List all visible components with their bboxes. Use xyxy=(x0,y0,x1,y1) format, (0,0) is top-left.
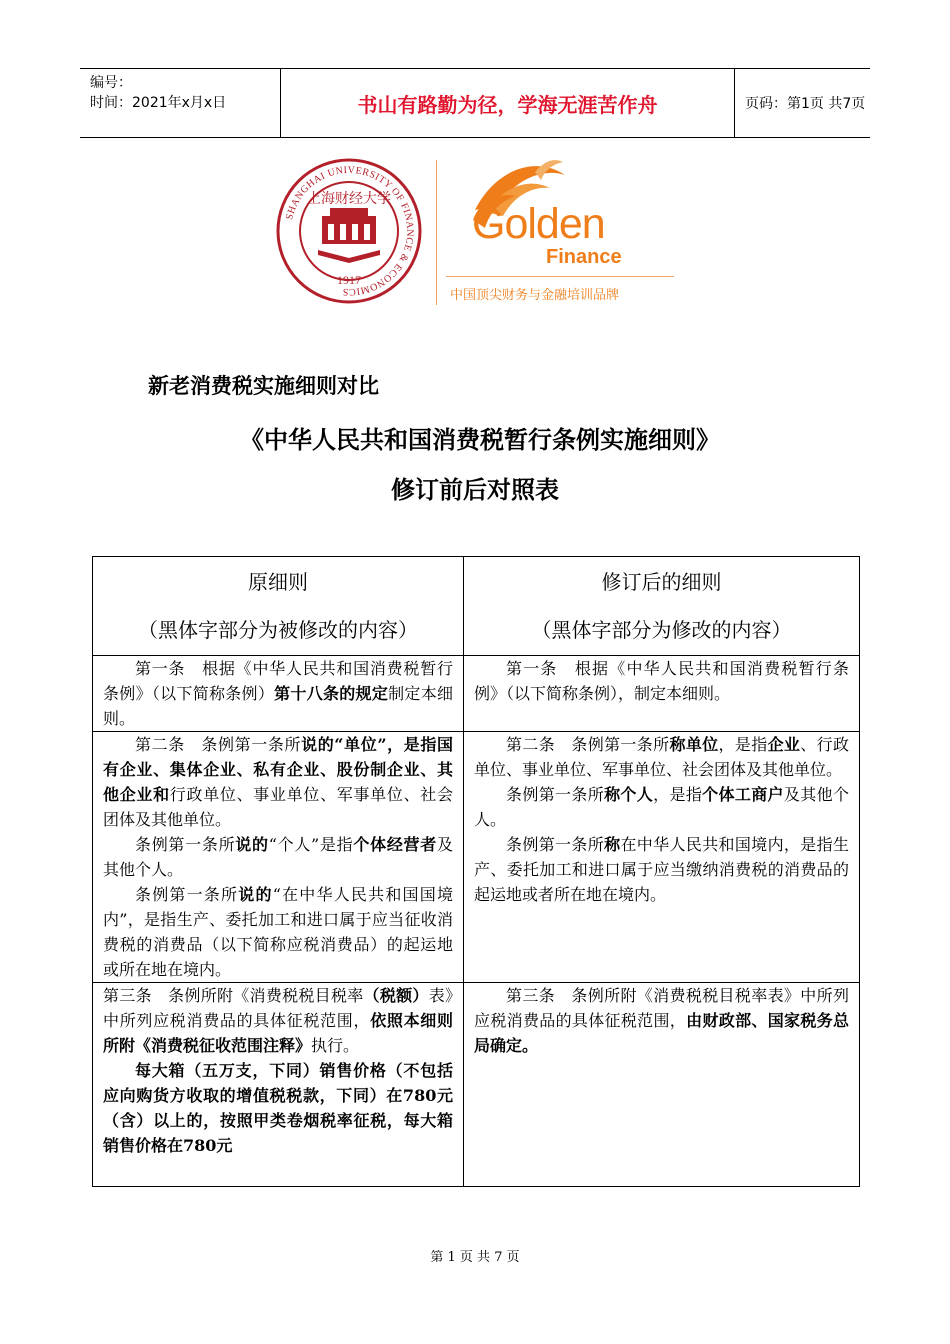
left-header-note: （黑体字部分为被修改的内容） xyxy=(138,618,418,642)
table-row xyxy=(93,732,860,983)
article-text: 第二条 条例第一条所 xyxy=(506,735,670,754)
header-page-info: 页码：第1页 共7页 xyxy=(745,96,866,112)
revised-article-cell xyxy=(464,732,860,983)
header-meta xyxy=(80,69,280,137)
article-paragraph xyxy=(474,782,849,832)
seal-english-text: SHANGHAI UNIVERSITY OF FINANCE & ECONOMICS xyxy=(284,164,416,298)
logo-divider xyxy=(436,160,437,305)
article-text: “在中华人民共和国国境内”，是指生产、委托加工和进口属于应当征收消费税的消费品（以下简称应税消费品）的起运地或所在地在境内。 xyxy=(103,885,453,979)
golden-wordmark: Golden xyxy=(472,200,605,248)
article-text: 条例第一条所 xyxy=(506,835,605,854)
university-seal-logo xyxy=(276,158,422,304)
tagline-rule xyxy=(446,276,674,277)
article-text: 条例第一条所 xyxy=(135,835,236,854)
article-text: 表》中所列应税消费品的具体征税范围， xyxy=(103,986,453,1030)
article-paragraph xyxy=(474,732,849,782)
article-text: 制定本细则。 xyxy=(103,684,453,728)
bold-revised-text: 个体经营者 xyxy=(353,835,437,854)
bold-revised-text: 说的 xyxy=(238,885,273,904)
bold-revised-text: 由财政部、国家税务总局确定。 xyxy=(474,1011,849,1055)
document-subtitle: 《中华人民共和国消费税暂行条例实施细则》 xyxy=(240,425,720,454)
right-header-title: 修订后的细则 xyxy=(601,570,722,594)
bold-revised-text: 称 xyxy=(604,835,621,854)
table-row xyxy=(93,983,860,1187)
page-footer: 第 1 页 共 7 页 xyxy=(430,1250,520,1265)
article-text: 及其他个人。 xyxy=(103,835,453,879)
table-row xyxy=(93,656,860,732)
article-paragraph xyxy=(103,1058,453,1158)
bold-revised-text: 说的 xyxy=(235,835,269,854)
document-title: 新老消费税实施细则对比 xyxy=(148,373,379,398)
article-text: 第三条 条例所附《消费税税目税率 xyxy=(103,986,364,1005)
article-paragraph xyxy=(103,656,453,731)
bold-revised-text: 每大箱（五万支，下同）销售价格（不包括应向购货方收取的增值税税款，下同）在780元（含）以上的，按照甲类卷烟税率征税，每大箱销售价格在780元 xyxy=(103,1061,453,1155)
brand-tagline: 中国顶尖财务与金融培训品牌 xyxy=(450,288,620,303)
date-label: 时间：2021年x月x日 xyxy=(90,95,227,111)
bold-revised-text: 称单位 xyxy=(669,735,719,754)
article-paragraph xyxy=(103,832,453,882)
comparison-table xyxy=(92,556,860,1187)
cell-content xyxy=(474,983,849,1178)
bold-revised-text: （税额） xyxy=(363,986,429,1005)
article-text: 第一条 根据《中华人民共和国消费税暂行条例》（以下简称条例），制定本细则。 xyxy=(474,659,849,703)
article-text: 行政单位、事业单位、军事单位、社会团体及其他单位。 xyxy=(103,785,453,829)
bold-revised-text: 企业 xyxy=(767,735,801,754)
seal-chinese-text: 上海财经大学 xyxy=(307,191,391,207)
cell-content xyxy=(103,983,453,1178)
article-paragraph xyxy=(474,656,849,706)
article-text: 条例第一条所 xyxy=(506,785,605,804)
revised-article-cell xyxy=(464,983,860,1187)
article-paragraph xyxy=(103,882,453,982)
article-text: ，是指 xyxy=(653,785,703,804)
seal-year: 1917 xyxy=(337,273,361,287)
bold-revised-text: 说的“单位”，是指国有企业、集体企业、私有企业、股份制企业、其他企业和 xyxy=(103,735,453,804)
original-article-cell xyxy=(93,983,464,1187)
article-paragraph xyxy=(103,983,453,1058)
number-label: 编号： xyxy=(90,75,132,91)
article-text: ，是指 xyxy=(718,735,768,754)
left-column-header xyxy=(93,557,464,656)
document-header xyxy=(80,68,870,138)
article-paragraph xyxy=(474,832,849,907)
right-header-note: （黑体字部分为修改的内容） xyxy=(531,618,792,642)
article-text: 及其他个人。 xyxy=(474,785,849,829)
bold-revised-text: 依照本细则所附《消费税征收范围注释》 xyxy=(103,1011,453,1055)
bold-revised-text: 个体工商户 xyxy=(702,785,784,804)
left-header-title: 原细则 xyxy=(248,570,308,594)
article-text: 执行。 xyxy=(311,1036,360,1055)
article-paragraph xyxy=(103,732,453,832)
document-subtitle-2: 修订前后对照表 xyxy=(391,475,559,504)
article-text: 在中华人民共和国境内，是指生产、委托加工和进口属于应当缴纳消费税的消费品的起运地或者所在地在境内。 xyxy=(474,835,849,904)
article-text: 第三条 条例所附《消费税税目税率表》中所列应税消费品的具体征税范围， xyxy=(474,986,849,1030)
article-text: 条例第一条所 xyxy=(135,885,239,904)
bold-revised-text: 称个人 xyxy=(604,785,654,804)
article-text: 第一条 根据《中华人民共和国消费税暂行条例》（以下简称条例） xyxy=(103,659,453,703)
header-motto: 书山有路勤为径，学海无涯苦作舟 xyxy=(280,69,735,137)
right-column-header xyxy=(464,557,860,656)
original-article-cell xyxy=(93,656,464,732)
article-text: 、行政单位、事业单位、军事单位、社会团体及其他单位。 xyxy=(474,735,849,779)
original-article-cell xyxy=(93,732,464,983)
table-header-row xyxy=(93,557,860,656)
revised-article-cell xyxy=(464,656,860,732)
bold-revised-text: 第十八条的规定 xyxy=(274,684,389,703)
article-paragraph xyxy=(474,983,849,1058)
finance-wordmark: Finance xyxy=(546,246,622,268)
article-text: “个人”是指 xyxy=(268,835,354,854)
article-text: 第二条 条例第一条所 xyxy=(135,735,302,754)
